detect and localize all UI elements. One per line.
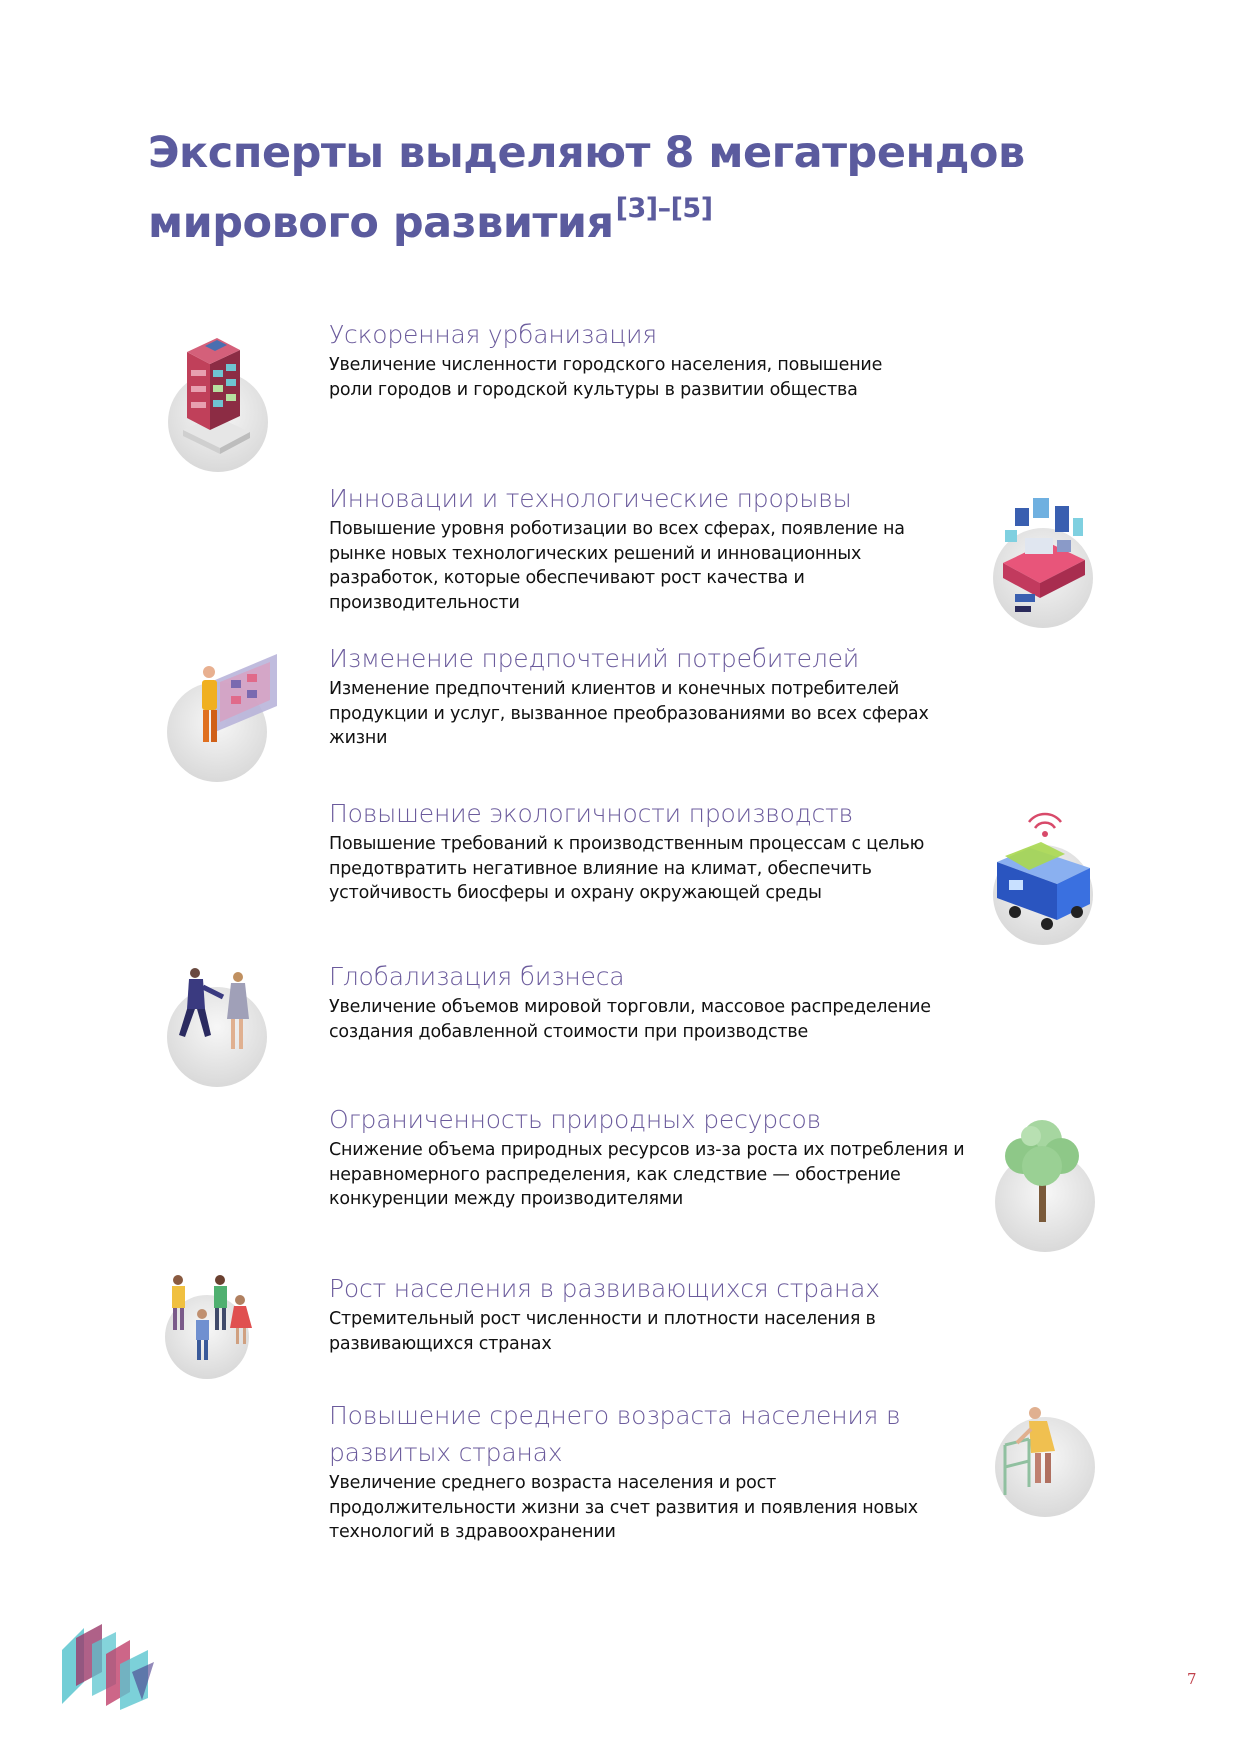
trend-description: Увеличение численности городского населения, повышение роли городов и городской культуры в развитии общества	[329, 355, 883, 400]
trend-item-consumer-preferences	[329, 640, 969, 751]
trend-title: Изменение предпочтений потребителей	[329, 644, 860, 673]
trend-item-aging-population	[329, 1397, 969, 1545]
trend-title: Ускоренная урбанизация	[329, 320, 657, 349]
elderly-walker-icon	[985, 1395, 1100, 1525]
trend-item-business-globalization	[329, 958, 969, 1044]
trend-title: Повышение экологичности производств	[329, 799, 853, 828]
trend-item-eco-production	[329, 795, 969, 906]
trend-title: Рост населения в развивающихся странах	[329, 1274, 880, 1303]
trend-title: Ограниченность природных ресурсов	[329, 1105, 821, 1134]
building-icon	[165, 330, 275, 475]
trend-item-innovation	[329, 480, 969, 615]
trend-item-natural-resources	[329, 1101, 969, 1212]
title-reference: [3]–[5]	[615, 193, 713, 224]
trend-description: Изменение предпочтений клиентов и конечных потребителей продукции и услуг, вызванное преобразованиями во всех сферах жизни	[329, 679, 929, 748]
trend-description: Повышение уровня роботизации во всех сферах, появление на рынке новых технологических решений и инновационных разработок, которые обеспечивают рост качества и производительности	[329, 519, 905, 613]
business-handshake-icon	[165, 965, 280, 1090]
tech-workspace-icon	[985, 488, 1100, 628]
trend-description: Снижение объема природных ресурсов из-за роста их потребления и неравномерного распределения, как следствие — обострение конкуренции между производителями	[329, 1140, 965, 1209]
trend-description: Увеличение объемов мировой торговли, массовое распределение создания добавленной стоимости при производстве	[329, 997, 931, 1042]
trend-description: Стремительный рост численности и плотности населения в развивающихся странах	[329, 1309, 876, 1354]
people-group-icon	[162, 1272, 277, 1392]
page-title-line-1: Эксперты выделяют 8 мегатрендов	[148, 128, 1025, 178]
trend-title: Повышение среднего возраста населения в развитых странах	[329, 1401, 901, 1467]
eco-truck-icon	[985, 800, 1100, 945]
consumer-screen-icon	[165, 650, 280, 785]
page-number: 7	[1187, 1670, 1197, 1688]
trend-description: Повышение требований к производственным процессам с целью предотвратить негативное влияние на климат, обеспечить устойчивость биосферы и охрану окружающей среды	[329, 834, 925, 903]
page-title	[148, 118, 1048, 258]
tree-icon	[985, 1110, 1100, 1255]
trend-description: Увеличение среднего возраста населения и рост продолжительности жизни за счет развития и появления новых технологий в здравоохранении	[329, 1473, 918, 1542]
trend-item-population-growth	[329, 1270, 969, 1356]
trend-title: Глобализация бизнеса	[329, 962, 625, 991]
brand-logo	[58, 1620, 158, 1714]
page-title-line-2: мирового развития	[148, 198, 614, 248]
trend-item-urbanization	[329, 316, 969, 402]
trend-title: Инновации и технологические прорывы	[329, 484, 852, 513]
